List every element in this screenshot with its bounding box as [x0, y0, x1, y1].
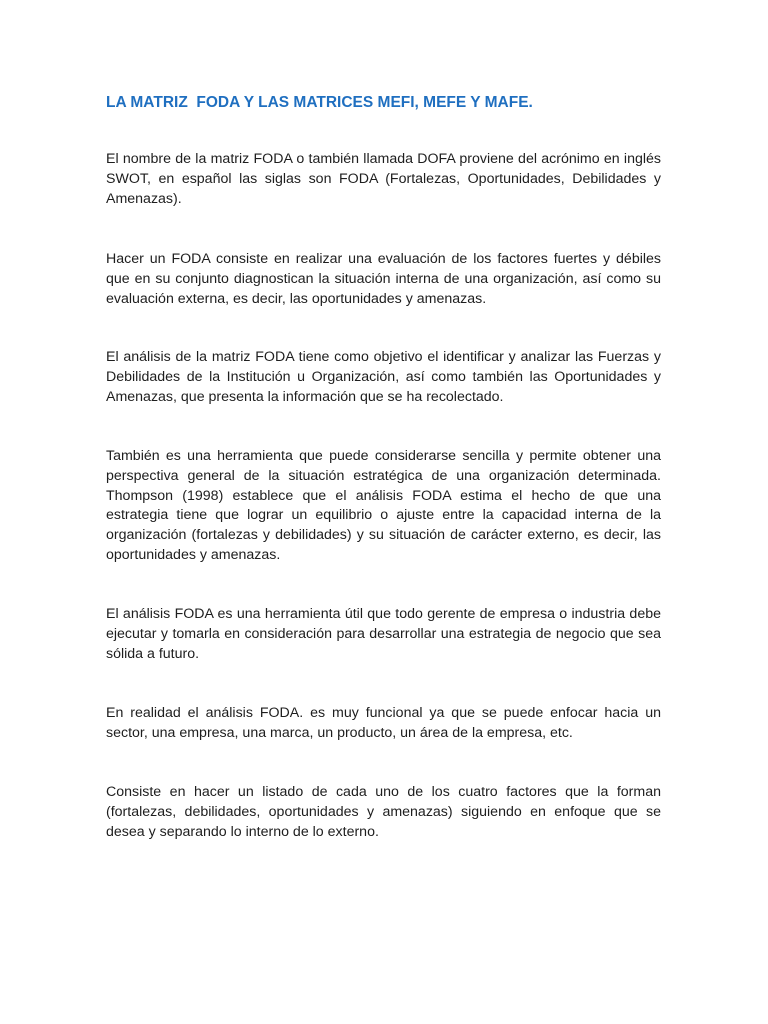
paragraph-3: El análisis de la matriz FODA tiene como objetivo el identificar y analizar las Fuerzas y Debilidades de la Institución u Organización, así como también las Oportunidades y Amenazas, que presenta la información que se ha recolectado.	[106, 349, 661, 405]
paragraph-6: En realidad el análisis FODA. es muy funcional ya que se puede enfocar hacia un sector, una empresa, una marca, un producto, un área de la empresa, etc.	[106, 705, 661, 741]
document-title: LA MATRIZ FODA Y LAS MATRICES MEFI, MEFE Y MAFE.	[106, 94, 533, 111]
paragraph-1: El nombre de la matriz FODA o también llamada DOFA proviene del acrónimo en inglés SWOT, en español las siglas son FODA (Fortalezas, Oportunidades, Debilidades y Amenazas).	[106, 151, 661, 207]
paragraph-7: Consiste en hacer un listado de cada uno de los cuatro factores que la forman (fortalezas, debilidades, oportunidades y amenazas) siguiendo en enfoque que se desea y separando lo interno de lo externo.	[106, 784, 661, 840]
paragraph-5: El análisis FODA es una herramienta útil que todo gerente de empresa o industria debe ejecutar y tomarla en consideración para desarrollar una estrategia de negocio que sea sólida a futuro.	[106, 606, 661, 662]
paragraph-2: Hacer un FODA consiste en realizar una evaluación de los factores fuertes y débiles que en su conjunto diagnostican la situación interna de una organización, así como su evaluación externa, es decir, las oportunidades y amenazas.	[106, 251, 661, 307]
paragraph-4: También es una herramienta que puede considerarse sencilla y permite obtener una perspectiva general de la situación estratégica de una organización determinada. Thompson (1998) establece que el análisis FODA estima el hecho de que una estrategia tiene que lograr un equilibrio o ajuste entre la capacidad interna de la organización (fortalezas y debilidades) y su situación de carácter externo, es decir, las oportunidades y amenazas.	[106, 448, 661, 563]
